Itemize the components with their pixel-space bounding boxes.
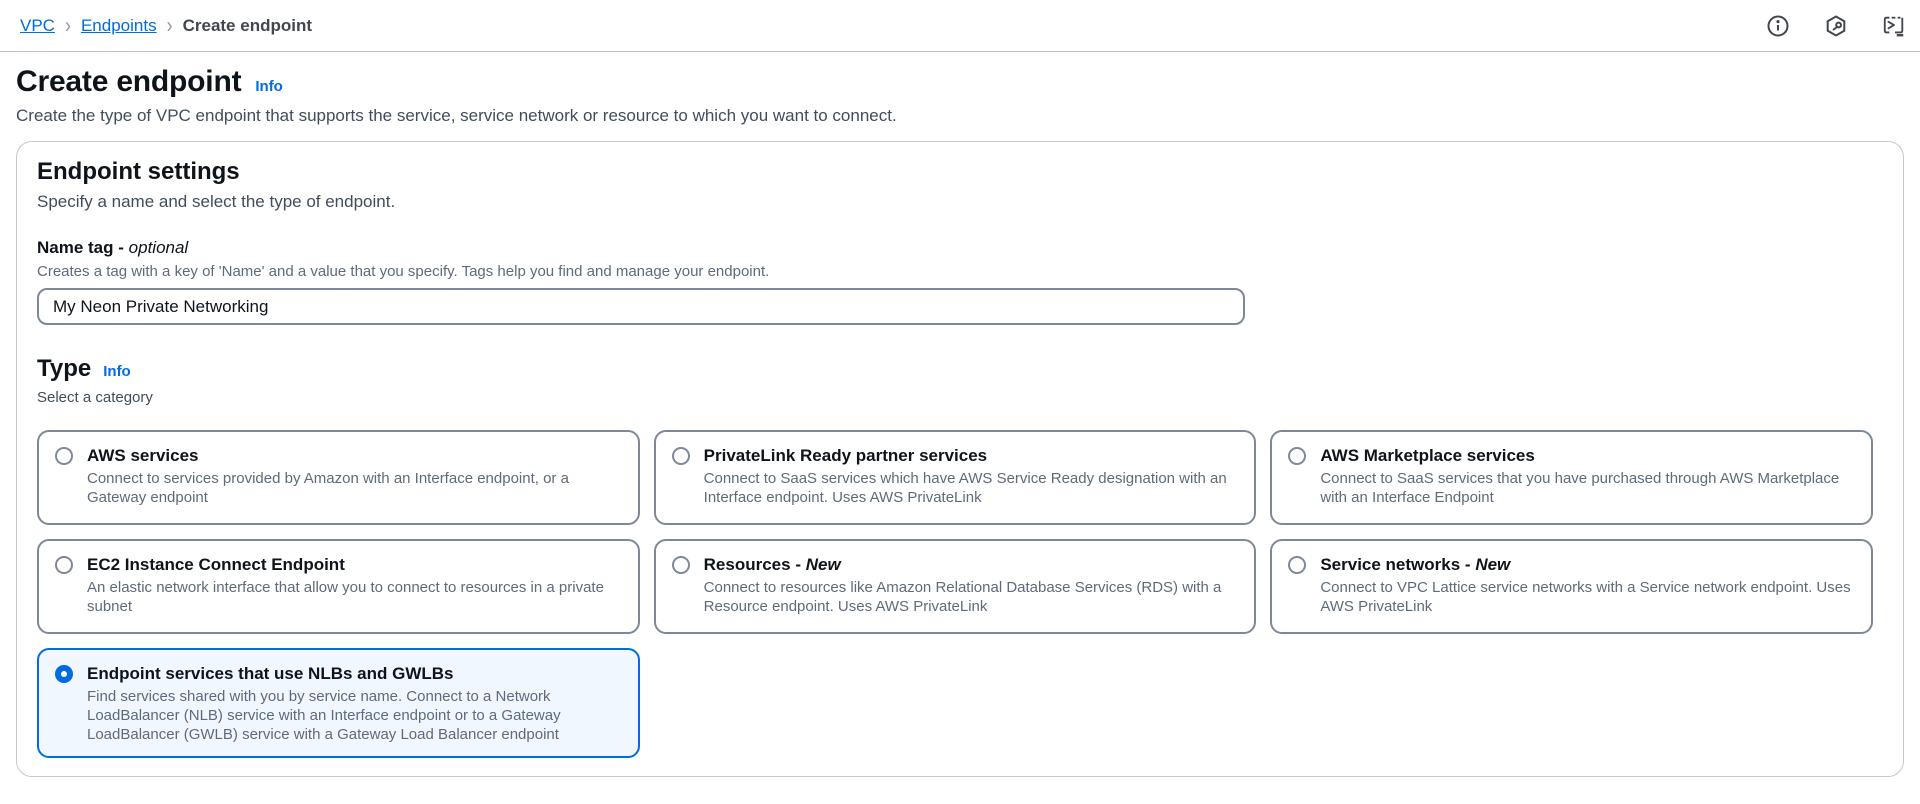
radio-privatelink-ready[interactable] bbox=[672, 447, 690, 465]
top-navigation-bar bbox=[0, 0, 1920, 52]
breadcrumb bbox=[20, 12, 312, 38]
name-tag-input[interactable] bbox=[37, 288, 1245, 325]
tile-description: Connect to SaaS services that you have purchased through AWS Marketplace with an Interface Endpoint bbox=[1320, 470, 1840, 506]
name-tag-optional-label: optional bbox=[128, 238, 189, 257]
tile-service-networks[interactable] bbox=[1270, 539, 1873, 634]
breadcrumb-endpoints[interactable]: Endpoints bbox=[80, 15, 157, 35]
page-header bbox=[16, 52, 1904, 126]
tile-endpoint-services-nlb-gwlb[interactable] bbox=[37, 648, 640, 758]
tile-description: Find services shared with you by service name. Connect to a Network LoadBalancer (NLB) service with an Interface endpoint or to a Gateway LoadBalancer (GWLB) service with a Gateway Load Balancer endpoint bbox=[87, 688, 561, 743]
radio-endpoint-services-nlb-gwlb[interactable] bbox=[55, 665, 73, 683]
type-description: Select a category bbox=[37, 389, 153, 406]
tile-aws-marketplace-services[interactable] bbox=[1270, 430, 1873, 525]
radio-resources[interactable] bbox=[672, 556, 690, 574]
tile-aws-services[interactable] bbox=[37, 430, 640, 525]
page-title: Create endpoint bbox=[16, 65, 242, 98]
tile-title: Endpoint services that use NLBs and GWLBs bbox=[87, 664, 454, 683]
breadcrumb-separator-icon: › bbox=[64, 12, 71, 38]
type-label: Type bbox=[37, 355, 92, 382]
tile-description: Connect to services provided by Amazon with an Interface endpoint, or a Gateway endpoint bbox=[87, 470, 569, 506]
name-tag-label: Name tag - optional bbox=[37, 238, 189, 257]
type-info-link[interactable]: Info bbox=[103, 363, 131, 380]
tile-title: Service networks - New bbox=[1320, 555, 1511, 574]
breadcrumb-separator-icon: › bbox=[166, 12, 173, 38]
page-info-link[interactable]: Info bbox=[255, 78, 283, 95]
tile-privatelink-ready-partner-services[interactable] bbox=[654, 430, 1257, 525]
tile-title: AWS services bbox=[87, 446, 199, 465]
endpoint-settings-title: Endpoint settings bbox=[37, 158, 240, 185]
info-icon[interactable] bbox=[1766, 14, 1790, 38]
tile-title: AWS Marketplace services bbox=[1320, 446, 1535, 465]
endpoint-settings-card bbox=[16, 141, 1904, 777]
name-tag-help-text: Creates a tag with a key of 'Name' and a value that you specify. Tags help you find and manage your endpoint. bbox=[37, 263, 770, 280]
radio-service-networks[interactable] bbox=[1288, 556, 1306, 574]
endpoint-settings-description: Specify a name and select the type of endpoint. bbox=[37, 192, 396, 211]
tile-title: Resources - New bbox=[703, 555, 841, 574]
page-description: Create the type of VPC endpoint that supports the service, service network or resource to which you want to connect. bbox=[16, 106, 897, 125]
radio-aws-services[interactable] bbox=[55, 447, 73, 465]
tile-title: EC2 Instance Connect Endpoint bbox=[87, 555, 345, 574]
tile-description: Connect to SaaS services which have AWS Service Ready designation with an Interface endpoint. Uses AWS PrivateLink bbox=[703, 470, 1227, 506]
type-option-grid bbox=[37, 430, 1873, 758]
main-content bbox=[0, 52, 1920, 777]
breadcrumb-vpc[interactable]: VPC bbox=[20, 15, 55, 35]
tile-description: Connect to VPC Lattice service networks with a Service network endpoint. Uses AWS PrivateLink bbox=[1320, 579, 1851, 615]
radio-ec2-instance-connect[interactable] bbox=[55, 556, 73, 574]
new-badge: New bbox=[1475, 555, 1511, 574]
topbar-icon-group bbox=[1766, 14, 1906, 38]
tile-title: PrivateLink Ready partner services bbox=[703, 446, 988, 465]
tile-description: An elastic network interface that allow you to connect to resources in a private subnet bbox=[87, 579, 604, 615]
tile-description: Connect to resources like Amazon Relational Database Services (RDS) with a Resource endpoint. Uses AWS PrivateLink bbox=[703, 579, 1222, 615]
tile-resources[interactable] bbox=[654, 539, 1257, 634]
new-badge: New bbox=[805, 555, 841, 574]
cloudshell-icon[interactable] bbox=[1882, 14, 1906, 38]
tile-ec2-instance-connect-endpoint[interactable] bbox=[37, 539, 640, 634]
breadcrumb-current-page: Create endpoint bbox=[182, 15, 312, 35]
radio-aws-marketplace[interactable] bbox=[1288, 447, 1306, 465]
amazon-q-icon[interactable] bbox=[1824, 14, 1848, 38]
